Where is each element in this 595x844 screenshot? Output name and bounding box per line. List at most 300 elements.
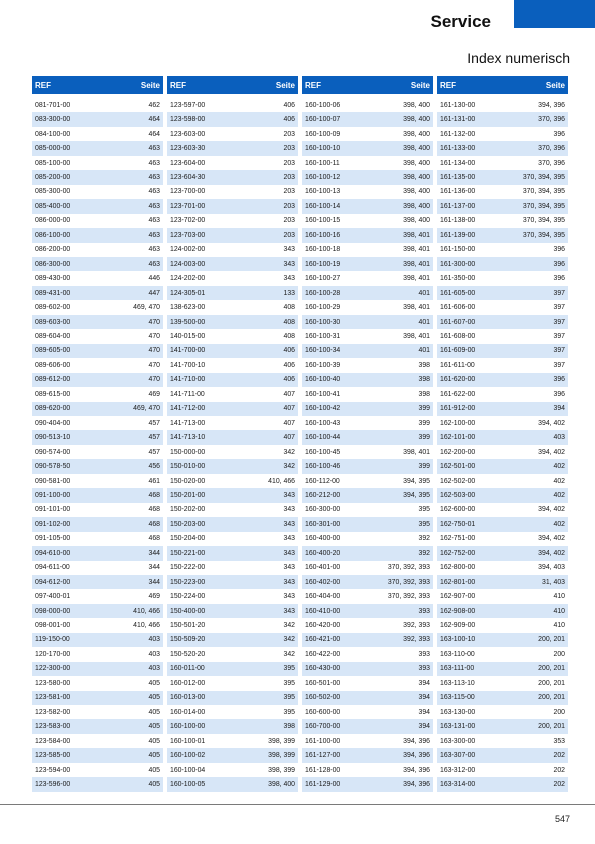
table-row: [167, 748, 298, 762]
table-row: [167, 618, 298, 632]
page-reference: 406: [283, 116, 295, 124]
page-reference: 470: [148, 347, 160, 355]
table-row: [167, 402, 298, 416]
table-row: [167, 589, 298, 603]
ref-number: 091-100-00: [35, 491, 71, 499]
ref-number: 141-713-10: [170, 434, 206, 442]
ref-number: 123-700-00: [170, 188, 206, 196]
ref-number: 086-200-00: [35, 246, 71, 254]
ref-number: 161-131-00: [440, 116, 476, 124]
ref-number: 161-350-00: [440, 275, 476, 283]
page-title: Service: [430, 12, 491, 31]
page-reference: 468: [148, 520, 160, 528]
page-reference: 394, 402: [538, 506, 565, 514]
table-row: [437, 185, 568, 199]
table-row: [302, 488, 433, 502]
table-row: [302, 633, 433, 647]
page-reference: 456: [148, 463, 160, 471]
index-column: [437, 76, 568, 792]
ref-number: 160-100-07: [305, 116, 341, 124]
page-reference: 395: [418, 506, 430, 514]
table-row: [437, 271, 568, 285]
table-row: [167, 344, 298, 358]
ref-number: 163-131-00: [440, 723, 476, 731]
ref-number: 160-100-15: [305, 217, 341, 225]
ref-number: 160-100-01: [170, 737, 206, 745]
ref-number: 160-100-28: [305, 289, 341, 297]
ref-number: 150-509-20: [170, 636, 206, 644]
table-row: [32, 329, 163, 343]
ref-number: 123-584-00: [35, 737, 71, 745]
table-row: [167, 734, 298, 748]
ref-number: 161-132-00: [440, 130, 476, 138]
page-reference: 468: [148, 506, 160, 514]
ref-number: 089-603-00: [35, 318, 71, 326]
table-row: [32, 734, 163, 748]
page-reference: 203: [283, 130, 295, 138]
page-reference: 343: [283, 549, 295, 557]
table-row: [302, 763, 433, 777]
table-row: [167, 286, 298, 300]
page-reference: 370, 394, 395: [522, 173, 565, 181]
column-header: [437, 76, 568, 94]
ref-number: 160-100-02: [170, 752, 206, 760]
table-row: [32, 112, 163, 126]
page-reference: 401: [418, 289, 430, 297]
ref-number: 160-600-00: [305, 708, 341, 716]
page-reference: 469: [148, 593, 160, 601]
page-reference: 464: [148, 130, 160, 138]
table-row: [437, 315, 568, 329]
page-reference: 398: [283, 723, 295, 731]
page-reference: 200, 201: [538, 679, 565, 687]
column-header: [302, 76, 433, 94]
page-reference: 397: [553, 304, 565, 312]
page-reference: 392, 393: [403, 636, 430, 644]
table-row: [302, 474, 433, 488]
ref-number: 163-111-00: [440, 665, 475, 673]
table-row: [302, 748, 433, 762]
header-page: Seite: [275, 80, 295, 90]
ref-number: 089-602-00: [35, 304, 71, 312]
page-reference: 392: [418, 535, 430, 543]
table-row: [32, 748, 163, 762]
page-reference: 403: [553, 434, 565, 442]
table-row: [302, 243, 433, 257]
ref-number: 120-170-00: [35, 650, 71, 658]
ref-number: 162-801-00: [440, 578, 476, 586]
page-reference: 407: [283, 405, 295, 413]
ref-number: 160-100-09: [305, 130, 341, 138]
ref-number: 123-603-30: [170, 145, 206, 153]
ref-number: 090-578-50: [35, 463, 71, 471]
ref-number: 150-201-00: [170, 491, 206, 499]
ref-number: 160-100-45: [305, 448, 341, 456]
ref-number: 091-101-00: [35, 506, 71, 514]
page-reference: 394: [418, 679, 430, 687]
ref-number: 150-222-00: [170, 564, 206, 572]
table-row: [167, 127, 298, 141]
table-row: [32, 777, 163, 791]
table-row: [32, 170, 163, 184]
ref-number: 123-703-00: [170, 231, 206, 239]
table-row: [32, 243, 163, 257]
ref-number: 097-400-01: [35, 593, 71, 601]
ref-number: 160-100-41: [305, 390, 341, 398]
table-row: [302, 618, 433, 632]
ref-number: 163-300-00: [440, 737, 476, 745]
page-reference: 410, 466: [133, 622, 160, 630]
page-reference: 463: [148, 260, 160, 268]
page-reference: 342: [283, 448, 295, 456]
table-row: [437, 199, 568, 213]
ref-number: 123-604-00: [170, 159, 206, 167]
page-number: 547: [554, 814, 570, 824]
ref-number: 123-581-00: [35, 694, 71, 702]
table-row: [302, 185, 433, 199]
page-reference: 469: [148, 390, 160, 398]
ref-number: 160-420-00: [305, 622, 341, 630]
page-reference: 402: [553, 491, 565, 499]
ref-number: 161-912-00: [440, 405, 476, 413]
table-row: [167, 271, 298, 285]
ref-number: 089-615-00: [35, 390, 71, 398]
page-reference: 396: [553, 130, 565, 138]
table-row: [302, 517, 433, 531]
table-row: [302, 329, 433, 343]
table-row: [437, 662, 568, 676]
page-reference: 31, 403: [542, 578, 565, 586]
table-row: [32, 763, 163, 777]
table-row: [167, 604, 298, 618]
ref-number: 160-402-00: [305, 578, 341, 586]
table-row: [437, 748, 568, 762]
ref-number: 160-100-40: [305, 376, 341, 384]
table-row: [167, 214, 298, 228]
page-reference: 396: [553, 275, 565, 283]
ref-number: 160-100-10: [305, 145, 341, 153]
table-row: [32, 98, 163, 112]
index-column: [32, 76, 163, 792]
table-row: [437, 329, 568, 343]
table-row: [302, 170, 433, 184]
ref-number: 150-020-00: [170, 477, 206, 485]
ref-number: 161-127-00: [305, 752, 341, 760]
page-reference: 410, 466: [268, 477, 295, 485]
table-row: [32, 719, 163, 733]
table-row: [437, 358, 568, 372]
table-row: [32, 459, 163, 473]
table-row: [437, 474, 568, 488]
page-reference: 398, 400: [403, 202, 430, 210]
table-row: [302, 546, 433, 560]
table-row: [437, 575, 568, 589]
page-reference: 406: [283, 347, 295, 355]
ref-number: 160-301-00: [305, 520, 341, 528]
table-row: [167, 561, 298, 575]
table-row: [437, 734, 568, 748]
table-row: [302, 719, 433, 733]
ref-number: 085-000-00: [35, 145, 71, 153]
ref-number: 141-711-00: [170, 390, 205, 398]
page-reference: 446: [148, 275, 160, 283]
ref-number: 089-430-00: [35, 275, 71, 283]
ref-number: 160-100-12: [305, 173, 341, 181]
ref-number: 162-200-00: [440, 448, 476, 456]
table-row: [32, 532, 163, 546]
table-row: [32, 488, 163, 502]
ref-number: 161-100-00: [305, 737, 341, 745]
page-reference: 394, 395: [403, 491, 430, 499]
ref-number: 160-011-00: [170, 665, 205, 673]
page-reference: 393: [418, 665, 430, 673]
table-row: [302, 271, 433, 285]
ref-number: 160-212-00: [305, 491, 341, 499]
ref-number: 090-404-00: [35, 419, 71, 427]
page-reference: 405: [148, 708, 160, 716]
ref-number: 085-300-00: [35, 188, 71, 196]
table-row: [437, 243, 568, 257]
page-reference: 394, 403: [538, 564, 565, 572]
ref-number: 089-604-00: [35, 332, 71, 340]
table-row: [437, 98, 568, 112]
page-reference: 395: [283, 679, 295, 687]
page-reference: 407: [283, 390, 295, 398]
table-row: [437, 503, 568, 517]
page-reference: 343: [283, 607, 295, 615]
page-reference: 398, 400: [268, 781, 295, 789]
ref-number: 124-003-00: [170, 260, 206, 268]
page-reference: 463: [148, 145, 160, 153]
page-reference: 344: [148, 578, 160, 586]
ref-number: 160-100-04: [170, 766, 206, 774]
table-row: [167, 763, 298, 777]
ref-number: 160-100-00: [170, 723, 206, 731]
page-reference: 200: [553, 650, 565, 658]
ref-number: 090-574-00: [35, 448, 71, 456]
ref-number: 085-400-00: [35, 202, 71, 210]
page-reference: 398: [418, 376, 430, 384]
table-row: [32, 503, 163, 517]
ref-number: 124-202-00: [170, 275, 206, 283]
ref-number: 160-100-06: [305, 101, 341, 109]
header-ref: REF: [305, 80, 321, 90]
page-reference: 398, 399: [268, 737, 295, 745]
ref-number: 161-138-00: [440, 217, 476, 225]
ref-number: 150-010-00: [170, 463, 206, 471]
page-reference: 462: [148, 101, 160, 109]
table-row: [167, 445, 298, 459]
ref-number: 091-102-00: [35, 520, 71, 528]
ref-number: 089-612-00: [35, 376, 71, 384]
page-reference: 463: [148, 231, 160, 239]
ref-number: 098-001-00: [35, 622, 71, 630]
ref-number: 150-000-00: [170, 448, 206, 456]
page-reference: 403: [148, 650, 160, 658]
table-row: [167, 257, 298, 271]
ref-number: 161-133-00: [440, 145, 476, 153]
table-row: [167, 705, 298, 719]
ref-number: 162-909-00: [440, 622, 476, 630]
page-reference: 457: [148, 448, 160, 456]
table-row: [437, 589, 568, 603]
table-row: [302, 575, 433, 589]
ref-number: 123-603-00: [170, 130, 206, 138]
page-reference: 463: [148, 202, 160, 210]
ref-number: 150-400-00: [170, 607, 206, 615]
ref-number: 141-710-00: [170, 376, 206, 384]
table-row: [302, 777, 433, 791]
table-row: [167, 546, 298, 560]
table-row: [437, 170, 568, 184]
table-row: [437, 445, 568, 459]
ref-number: 161-135-00: [440, 173, 476, 181]
table-row: [32, 575, 163, 589]
table-row: [302, 691, 433, 705]
ref-number: 123-582-00: [35, 708, 71, 716]
page-reference: 343: [283, 520, 295, 528]
ref-number: 161-607-00: [440, 318, 476, 326]
table-row: [167, 315, 298, 329]
ref-number: 160-100-31: [305, 332, 341, 340]
table-row: [302, 734, 433, 748]
page-reference: 342: [283, 650, 295, 658]
ref-number: 162-100-00: [440, 419, 476, 427]
page-reference: 343: [283, 260, 295, 268]
table-row: [302, 315, 433, 329]
page-reference: 407: [283, 419, 295, 427]
table-row: [437, 676, 568, 690]
ref-number: 094-610-00: [35, 549, 71, 557]
table-row: [32, 344, 163, 358]
table-row: [32, 286, 163, 300]
table-row: [437, 488, 568, 502]
ref-number: 141-700-00: [170, 347, 206, 355]
ref-number: 160-100-42: [305, 405, 341, 413]
ref-number: 141-700-10: [170, 361, 206, 369]
table-row: [437, 416, 568, 430]
ref-number: 160-100-11: [305, 159, 340, 167]
table-row: [32, 604, 163, 618]
ref-number: 160-100-18: [305, 246, 341, 254]
table-row: [32, 185, 163, 199]
table-row: [302, 459, 433, 473]
ref-number: 085-200-00: [35, 173, 71, 181]
page-reference: 393: [418, 650, 430, 658]
ref-number: 160-410-00: [305, 607, 341, 615]
table-row: [32, 387, 163, 401]
page-reference: 398, 401: [403, 275, 430, 283]
table-row: [32, 228, 163, 242]
table-row: [302, 300, 433, 314]
ref-number: 160-012-00: [170, 679, 206, 687]
page-reference: 469, 470: [133, 405, 160, 413]
ref-number: 163-110-00: [440, 650, 475, 658]
page-reference: 408: [283, 304, 295, 312]
table-row: [32, 618, 163, 632]
ref-number: 089-605-00: [35, 347, 71, 355]
table-row: [167, 633, 298, 647]
table-row: [302, 561, 433, 575]
ref-number: 161-606-00: [440, 304, 476, 312]
table-row: [167, 719, 298, 733]
footer-divider: [0, 804, 595, 805]
page-reference: 457: [148, 419, 160, 427]
page-reference: 405: [148, 781, 160, 789]
page-reference: 395: [283, 708, 295, 716]
page-reference: 394: [418, 723, 430, 731]
table-row: [32, 445, 163, 459]
table-row: [167, 532, 298, 546]
page-reference: 398, 400: [403, 173, 430, 181]
table-row: [302, 286, 433, 300]
table-row: [32, 402, 163, 416]
table-row: [437, 344, 568, 358]
table-row: [437, 618, 568, 632]
ref-number: 161-611-00: [440, 361, 475, 369]
ref-number: 123-585-00: [35, 752, 71, 760]
page-reference: 393: [418, 607, 430, 615]
page-reference: 399: [418, 405, 430, 413]
ref-number: 160-100-34: [305, 347, 341, 355]
table-row: [302, 127, 433, 141]
ref-number: 160-112-00: [305, 477, 340, 485]
page-reference: 463: [148, 246, 160, 254]
page-reference: 370, 394, 395: [522, 231, 565, 239]
ref-number: 162-752-00: [440, 549, 476, 557]
page-reference: 410, 466: [133, 607, 160, 615]
ref-number: 161-136-00: [440, 188, 476, 196]
table-row: [32, 127, 163, 141]
page-reference: 203: [283, 217, 295, 225]
page-reference: 397: [553, 332, 565, 340]
ref-number: 094-611-00: [35, 564, 70, 572]
table-row: [302, 98, 433, 112]
ref-number: 141-712-00: [170, 405, 206, 413]
page-reference: 200: [553, 708, 565, 716]
table-row: [437, 647, 568, 661]
ref-number: 150-520-20: [170, 650, 206, 658]
page-reference: 370, 396: [538, 116, 565, 124]
ref-number: 139-500-00: [170, 318, 206, 326]
ref-number: 160-100-46: [305, 463, 341, 471]
table-row: [32, 430, 163, 444]
page-reference: 402: [553, 477, 565, 485]
ref-number: 163-312-00: [440, 766, 476, 774]
table-row: [167, 243, 298, 257]
page-subtitle: Index numerisch: [467, 50, 570, 66]
ref-number: 084-100-00: [35, 130, 71, 138]
page-reference: 133: [283, 289, 295, 297]
ref-number: 089-620-00: [35, 405, 71, 413]
page-reference: 370, 394, 395: [522, 202, 565, 210]
page-reference: 398, 401: [403, 246, 430, 254]
table-row: [437, 705, 568, 719]
page-reference: 405: [148, 723, 160, 731]
ref-number: 160-100-29: [305, 304, 341, 312]
page-reference: 464: [148, 116, 160, 124]
table-row: [302, 387, 433, 401]
page-reference: 463: [148, 188, 160, 196]
ref-number: 083-300-00: [35, 116, 71, 124]
page-reference: 401: [418, 347, 430, 355]
page-reference: 397: [553, 289, 565, 297]
table-row: [32, 300, 163, 314]
table-row: [437, 459, 568, 473]
ref-number: 160-400-00: [305, 535, 341, 543]
page-reference: 463: [148, 159, 160, 167]
table-row: [437, 430, 568, 444]
